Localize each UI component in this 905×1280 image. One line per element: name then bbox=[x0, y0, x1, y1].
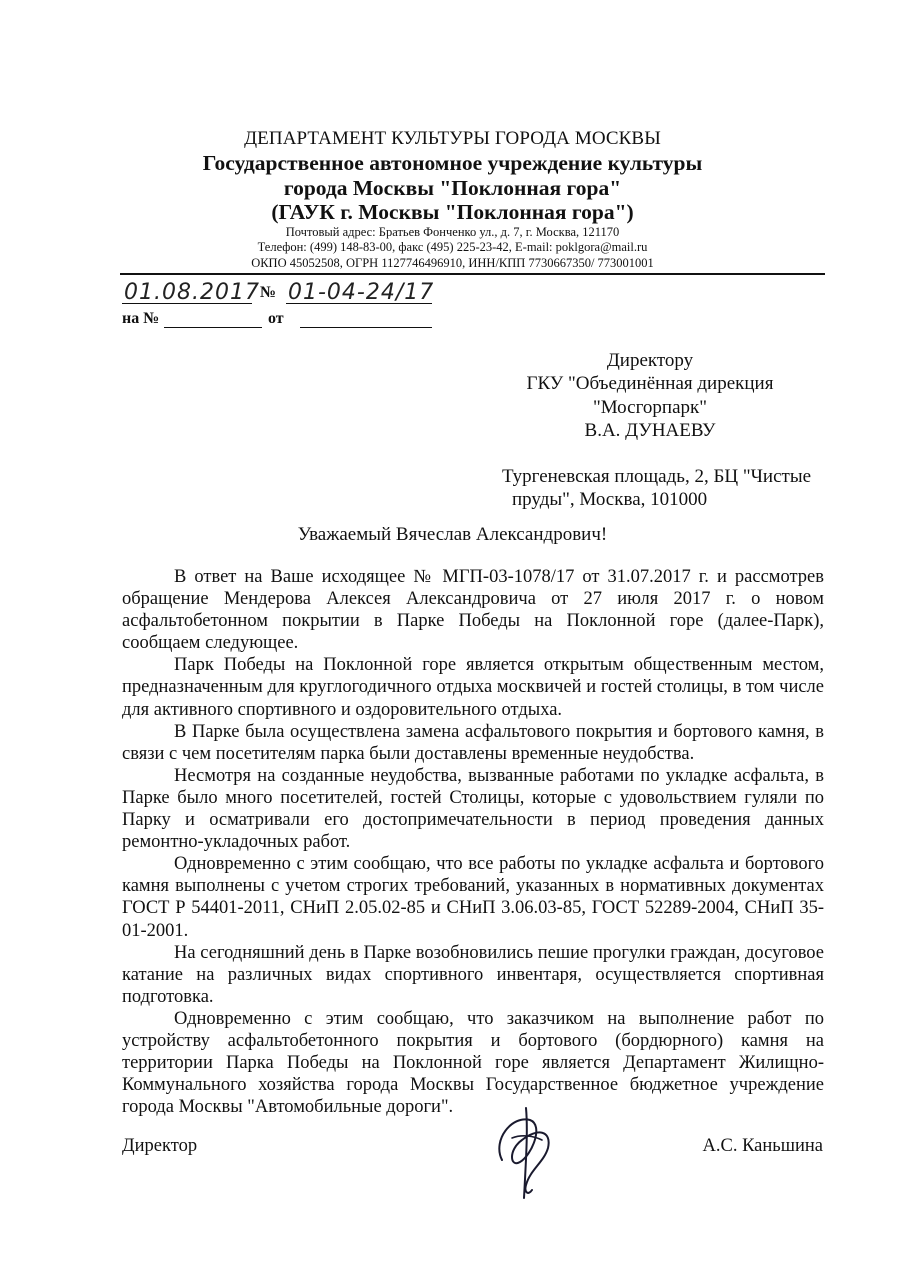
paragraph: Несмотря на созданные неудобства, вызванные работами по укладке асфальта, в Парке было много посетителей, гостей Столицы, которые с удовольствием гуляли по Парку и осматривали его достопримечательности в период проведения данных ремонтно-укладочных работ. bbox=[122, 765, 824, 853]
paragraph: В ответ на Ваше исходящее № МГП-03-1078/17 от 31.07.2017 г. и рассмотрев обращение Мендерова Алексея Александровича от 27 июля 2017 г. о новом асфальтобетонном покрытии в Парке Победы на Поклонной горе (далее-Парк), сообщаем следующее. bbox=[122, 567, 824, 654]
letter-body bbox=[122, 566, 824, 1118]
from-label: от bbox=[268, 310, 284, 327]
paragraph: На сегодняшний день в Парке возобновились пешие прогулки граждан, досуговое катание на различных видах спортивного инвентаря, осуществляется спортивная подготовка. bbox=[122, 942, 824, 1007]
letterhead-org-line2: города Москвы "Поклонная гора" bbox=[283, 176, 622, 200]
letterhead-org-short: (ГАУК г. Москвы "Поклонная гора") bbox=[271, 200, 634, 224]
addressee-name: В.А. ДУНАЕВУ bbox=[584, 420, 716, 441]
letterhead-contacts: Телефон: (499) 148-83-00, факс (495) 225-23-42, E-mail: poklgora@mail.ru bbox=[257, 240, 648, 254]
signature-name: А.С. Каньшина bbox=[702, 1136, 823, 1156]
reply-to-label: на № bbox=[122, 310, 160, 327]
addressee-org-line2: "Мосгорпарк" bbox=[593, 397, 707, 418]
letterhead-department: ДЕПАРТАМЕНТ КУЛЬТУРЫ ГОРОДА МОСКВЫ bbox=[244, 128, 661, 149]
paragraph: Парк Победы на Поклонной горе является открытым общественным местом, предназначенным для круглогодичного отдыха москвичей и гостей столицы, в том числе для активного спортивного и оздоровительного отдыха. bbox=[122, 655, 824, 720]
addressee-title: Директору bbox=[606, 350, 694, 371]
number-label: № bbox=[260, 284, 277, 301]
paragraph: Одновременно с этим сообщаю, что заказчиком на выполнение работ по устройству асфальтобетонного покрытия и бортового (бордюрного) камня на территории Парка Победы на Поклонной горе является Департамент Жилищно-Коммунального хозяйства города Москвы Государственное бюджетное учреждение города Москвы "Автомобильные дороги". bbox=[122, 1008, 824, 1118]
number-underline bbox=[286, 303, 432, 304]
from-date-blank bbox=[300, 327, 432, 328]
handwritten-date: 01.08.2017 bbox=[124, 280, 260, 305]
letterhead-postal-address: Почтовый адрес: Братьев Фонченко ул., д. 7, г. Москва, 121170 bbox=[285, 225, 620, 239]
handwritten-signature bbox=[482, 1100, 572, 1200]
addressee-address-line2: пруды", Москва, 101000 bbox=[512, 489, 708, 510]
letterhead-registry: ОКПО 45052508, ОГРН 1127746496910, ИНН/КПП 7730667350/ 773001001 bbox=[251, 256, 654, 270]
salutation: Уважаемый Вячеслав Александрович! bbox=[297, 524, 608, 545]
letterhead-org-line1: Государственное автономное учреждение культуры bbox=[202, 151, 703, 175]
handwritten-number: 01-04-24/17 bbox=[288, 280, 435, 305]
addressee-org-line1: ГКУ "Объединённая дирекция bbox=[526, 373, 774, 394]
addressee-address-line1: Тургеневская площадь, 2, БЦ "Чистые bbox=[502, 466, 812, 487]
reply-to-number-blank bbox=[164, 327, 262, 328]
paragraph: Одновременно с этим сообщаю, что все работы по укладке асфальта и бортового камня выполнены с учетом строгих требований, указанных в нормативных документах ГОСТ Р 54401-2011, СНиП 2.05.02-85 и СНиП 3.06.03-85, ГОСТ 52289-2004, СНиП 35-01-2001. bbox=[122, 854, 824, 941]
signature-role: Директор bbox=[122, 1136, 198, 1156]
paragraph: В Парке была осуществлена замена асфальтового покрытия и бортового камня, в связи с чем посетителям парка были доставлены временные неудобства. bbox=[122, 721, 824, 764]
letterhead-divider bbox=[120, 273, 825, 275]
date-underline bbox=[122, 303, 252, 304]
